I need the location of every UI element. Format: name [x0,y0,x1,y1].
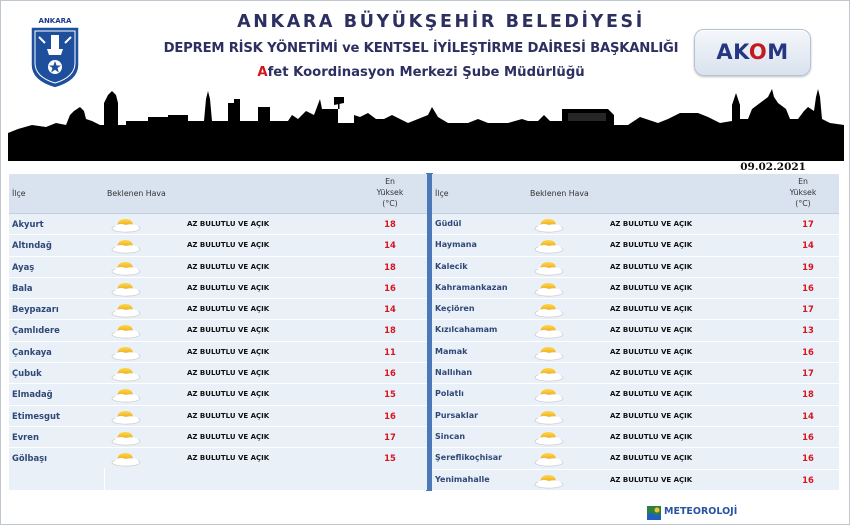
org-title: ANKARA BÜYÜKŞEHİR BELEDİYESİ [237,12,645,32]
max-temperature: 16 [384,282,396,293]
max-temperature: 17 [802,368,814,379]
district-name: Çamlıdere [12,325,60,336]
district-name: Ayaş [12,261,35,272]
district-name: Çubuk [12,368,42,379]
table-row [432,278,839,299]
district-name: Etimesgut [12,410,60,421]
district-name: Haymana [435,240,477,250]
weather-description: AZ BULUTLU VE AÇIK [187,347,270,356]
max-temperature: 16 [384,368,396,379]
district-name: Mamak [435,346,468,356]
max-temperature: 13 [802,325,814,336]
partly-cloudy-icon [109,407,142,425]
max-temperature: 15 [384,389,396,400]
weather-description: AZ BULUTLU VE AÇIK [610,305,693,314]
weather-description: AZ BULUTLU VE AÇIK [187,411,270,420]
partly-cloudy-icon [109,236,142,254]
max-header-line1: En [798,177,808,186]
weather-description: AZ BULUTLU VE AÇIK [610,432,693,441]
max-temperature: 18 [802,389,814,400]
logo-text: ANKARA [38,17,72,25]
weather-description: AZ BULUTLU VE AÇIK [187,283,270,292]
max-temperature: 16 [802,431,814,442]
max-header-line2: Yüksek [376,188,404,197]
table-row [9,342,427,363]
max-temperature: 16 [802,474,814,485]
table-row [9,406,427,427]
max-temperature: 16 [802,346,814,357]
weather-description: AZ BULUTLU VE AÇIK [187,220,270,228]
max-temperature: 14 [802,410,814,421]
weather-description: AZ BULUTLU VE AÇIK [610,454,693,463]
weather-description: AZ BULUTLU VE AÇIK [610,347,693,356]
badge-part-ak: AK [716,40,749,64]
weather-description: AZ BULUTLU VE AÇIK [187,390,270,399]
district-name: Elmadağ [12,389,53,400]
table-row [432,406,839,427]
unit-title [161,65,681,80]
max-temperature: 18 [384,325,396,336]
weather-description: AZ BULUTLU VE AÇIK [610,390,693,399]
bulletin-date: 09.02.2021 [740,161,806,173]
right-rows [432,214,839,491]
table-row [432,299,839,320]
partly-cloudy-icon [109,449,142,467]
district-name: Evren [12,431,39,442]
partly-cloudy-icon [532,258,565,276]
partly-cloudy-icon [109,343,142,361]
department-title: DEPREM RİSK YÖNETİMİ ve KENTSEL İYİLEŞTİRME DAİRESİ BAŞKANLIĞI [163,41,679,56]
district-name: Çankaya [12,346,52,357]
weather-description: AZ BULUTLU VE AÇIK [610,326,693,335]
badge-part-o: O [748,40,768,64]
district-name: Altındağ [12,240,52,251]
right-forecast-table [432,174,839,491]
table-row [9,235,427,256]
partly-cloudy-icon [109,428,142,446]
max-header-line3: (°C) [382,199,398,208]
district-name: Keçiören [435,304,475,314]
max-header-line3: (°C) [795,199,811,208]
district-name: Sincan [435,431,466,441]
meteoroloji-logo-icon [647,506,661,520]
column-header-max-temp [778,176,828,209]
ankara-skyline-graphic [8,85,844,161]
district-name: Beypazarı [12,304,59,315]
weather-description: AZ BULUTLU VE AÇIK [187,262,270,271]
partly-cloudy-icon [532,343,565,361]
column-header-weather: Beklenen Hava [530,189,589,198]
max-temperature: 14 [384,240,396,251]
weather-description: AZ BULUTLU VE AÇIK [187,305,270,314]
partly-cloudy-icon [532,300,565,318]
max-temperature: 11 [384,346,396,357]
weather-description: AZ BULUTLU VE AÇIK [610,475,693,484]
table-row [432,363,839,384]
partly-cloudy-icon [109,321,142,339]
max-temperature: 17 [384,431,396,442]
district-name: Bala [12,282,33,293]
weather-description: AZ BULUTLU VE AÇIK [610,220,693,228]
left-forecast-table [9,174,427,470]
table-row [432,448,839,469]
table-row [9,384,427,405]
weather-description: AZ BULUTLU VE AÇIK [610,241,693,250]
partly-cloudy-icon [532,407,565,425]
partly-cloudy-icon [532,471,565,489]
partly-cloudy-icon [532,449,565,467]
max-temperature: 18 [384,219,396,229]
weather-description: AZ BULUTLU VE AÇIK [610,369,693,378]
max-temperature: 16 [802,453,814,464]
table-row [9,214,427,235]
partly-cloudy-icon [532,364,565,382]
table-row [9,278,427,299]
max-header-line2: Yüksek [789,188,817,197]
table-row [9,363,427,384]
column-header-max-temp [371,176,409,209]
table-row [432,342,839,363]
left-rows [9,214,427,470]
partly-cloudy-icon [109,385,142,403]
table-row [9,299,427,320]
table-row [9,427,427,448]
max-temperature: 16 [384,410,396,421]
meteoroloji-source-label: METEOROLOJİ [664,506,738,517]
district-name: Kalecik [435,261,468,271]
weather-description: AZ BULUTLU VE AÇIK [610,262,693,271]
partly-cloudy-icon [532,385,565,403]
max-temperature: 16 [802,282,814,293]
partly-cloudy-icon [109,258,142,276]
max-temperature: 14 [802,240,814,251]
table-header-row [9,174,427,214]
unit-title-initial: A [257,65,268,80]
column-header-district: İlçe [12,189,26,198]
table-row [432,235,839,256]
district-name: Gölbaşı [12,453,48,464]
district-name: Polatlı [435,389,464,399]
ankara-logo [27,15,83,89]
weather-description: AZ BULUTLU VE AÇIK [610,411,693,420]
district-name: Yenimahalle [435,474,490,484]
weather-description: AZ BULUTLU VE AÇIK [187,241,270,250]
partly-cloudy-icon [109,300,142,318]
max-temperature: 14 [384,304,396,315]
max-temperature: 17 [802,219,814,229]
column-header-district: İlçe [435,189,449,198]
partly-cloudy-icon [109,279,142,297]
table-row [432,384,839,405]
district-name: Kızılcahamam [435,325,498,335]
max-temperature: 17 [802,304,814,315]
weather-description: AZ BULUTLU VE AÇIK [187,432,270,441]
table-row [432,257,839,278]
max-temperature: 19 [802,261,814,272]
akom-badge [694,29,811,76]
partly-cloudy-icon [532,236,565,254]
district-name: Kahramankazan [435,282,508,292]
badge-part-m: M [767,40,789,64]
partly-cloudy-icon [532,428,565,446]
table-header-row [432,174,839,214]
district-name: Akyurt [12,219,44,229]
max-header-line1: En [385,177,395,186]
table-row [432,470,839,491]
district-name: Nallıhan [435,368,473,378]
weather-description: AZ BULUTLU VE AÇIK [187,326,270,335]
partly-cloudy-icon [532,215,565,233]
weather-description: AZ BULUTLU VE AÇIK [187,369,270,378]
district-name: Pursaklar [435,410,479,420]
empty-table-row [9,468,427,490]
partly-cloudy-icon [109,215,142,233]
weather-description: AZ BULUTLU VE AÇIK [187,454,270,463]
unit-title-rest: fet Koordinasyon Merkezi Şube Müdürlüğü [267,65,585,80]
district-name: Güdül [435,219,462,228]
table-row [9,320,427,341]
weather-description: AZ BULUTLU VE AÇIK [610,283,693,292]
table-row [432,214,839,235]
max-temperature: 18 [384,261,396,272]
table-row [9,448,427,469]
partly-cloudy-icon [532,279,565,297]
district-name: Şereflikoçhisar [435,453,503,463]
partly-cloudy-icon [532,321,565,339]
max-temperature: 15 [384,453,396,464]
partly-cloudy-icon [109,364,142,382]
column-header-weather: Beklenen Hava [107,189,166,198]
table-row [9,257,427,278]
table-row [432,320,839,341]
table-row [432,427,839,448]
